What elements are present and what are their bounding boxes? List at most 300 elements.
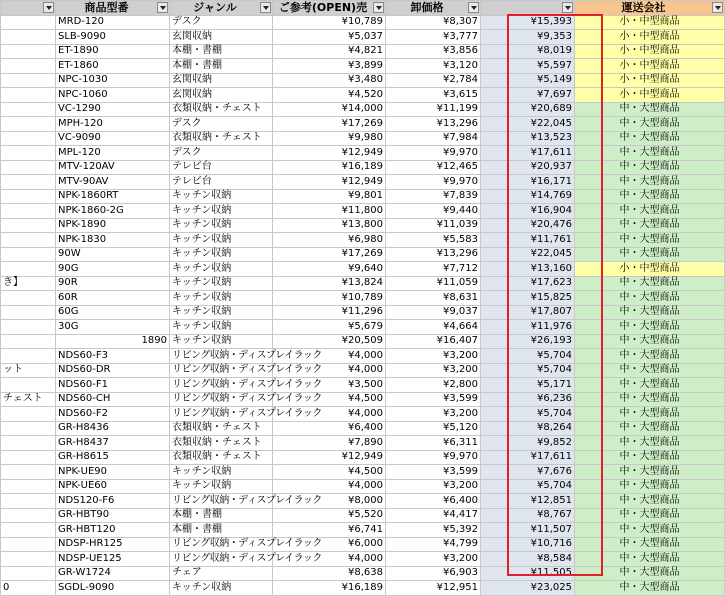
cell-shipping[interactable]: 中・大型商品 [575,146,725,161]
cell-model[interactable]: 90W [56,247,170,262]
cell-a[interactable] [1,262,56,277]
cell-shipping[interactable]: 小・中型商品 [575,44,725,59]
cell-reference-price[interactable]: ¥12,949 [273,450,386,465]
cell-a[interactable] [1,218,56,233]
table-row [1,537,725,552]
cell-genre[interactable]: 衣類収納・チェスト [170,436,273,451]
cell-wholesale-price[interactable]: ¥3,200 [386,552,481,567]
cell-genre[interactable]: デスク [170,117,273,132]
cell-reference-price[interactable]: ¥9,801 [273,189,386,204]
cell-shipping[interactable]: 中・大型商品 [575,465,725,480]
filter-dropdown-wholesale-price-icon[interactable] [468,2,479,13]
cell-a[interactable] [1,537,56,552]
filter-dropdown-genre-icon[interactable] [260,2,271,13]
cell-shipping[interactable]: 中・大型商品 [575,247,725,262]
cell-f-price[interactable]: ¥11,505 [481,566,575,581]
table-row [1,146,725,161]
cell-a[interactable] [1,73,56,88]
cell-shipping[interactable]: 中・大型商品 [575,276,725,291]
cell-a[interactable] [1,378,56,393]
filter-dropdown-f-icon[interactable] [562,2,573,13]
cell-wholesale-price[interactable]: ¥3,599 [386,392,481,407]
cell-model[interactable]: NDSP-HR125 [56,537,170,552]
cell-shipping[interactable]: 中・大型商品 [575,102,725,117]
cell-wholesale-price[interactable]: ¥4,417 [386,508,481,523]
cell-reference-price[interactable]: ¥4,000 [273,363,386,378]
cell-reference-price[interactable]: ¥4,000 [273,552,386,567]
cell-reference-price[interactable]: ¥4,500 [273,392,386,407]
cell-f-price[interactable]: ¥8,019 [481,44,575,59]
cell-reference-price[interactable]: ¥17,269 [273,117,386,132]
cell-model[interactable]: MPH-120 [56,117,170,132]
cell-wholesale-price[interactable]: ¥11,039 [386,218,481,233]
cell-a[interactable] [1,508,56,523]
cell-wholesale-price[interactable]: ¥3,777 [386,30,481,45]
cell-model[interactable]: NPK-1890 [56,218,170,233]
cell-f-price[interactable]: ¥9,852 [481,436,575,451]
cell-model[interactable]: 60G [56,305,170,320]
cell-wholesale-price[interactable]: ¥7,984 [386,131,481,146]
cell-a[interactable] [1,233,56,248]
cell-model[interactable]: MTV-90AV [56,175,170,190]
cell-wholesale-price[interactable]: ¥3,200 [386,479,481,494]
cell-reference-price[interactable]: ¥6,741 [273,523,386,538]
cell-reference-price[interactable]: ¥10,789 [273,15,386,30]
cell-a[interactable] [1,494,56,509]
cell-shipping[interactable]: 中・大型商品 [575,334,725,349]
table-row [1,44,725,59]
cell-model[interactable]: MPL-120 [56,146,170,161]
cell-shipping[interactable]: 中・大型商品 [575,218,725,233]
cell-genre[interactable]: デスク [170,15,273,30]
cell-wholesale-price[interactable]: ¥3,615 [386,88,481,103]
cell-model[interactable]: NDS60-DR [56,363,170,378]
cell-genre[interactable]: テレビ台 [170,160,273,175]
cell-f-price[interactable]: ¥17,623 [481,276,575,291]
cell-wholesale-price[interactable]: ¥11,059 [386,276,481,291]
cell-f-price[interactable]: ¥11,761 [481,233,575,248]
cell-wholesale-price[interactable]: ¥12,951 [386,581,481,596]
cell-wholesale-price[interactable]: ¥6,400 [386,494,481,509]
cell-f-price[interactable]: ¥17,611 [481,450,575,465]
filter-dropdown-shipping-icon[interactable] [712,2,723,13]
cell-shipping[interactable]: 中・大型商品 [575,320,725,335]
cell-model[interactable]: 1890 [56,334,170,349]
cell-wholesale-price[interactable]: ¥13,296 [386,117,481,132]
cell-a[interactable] [1,291,56,306]
cell-f-price[interactable]: ¥12,851 [481,494,575,509]
cell-a[interactable]: き】 [1,276,56,291]
cell-shipping[interactable]: 小・中型商品 [575,30,725,45]
cell-a[interactable]: 0 [1,581,56,596]
cell-model[interactable]: VC-9090 [56,131,170,146]
cell-a[interactable] [1,160,56,175]
cell-shipping[interactable]: 小・中型商品 [575,59,725,74]
cell-model[interactable]: GR-HBT120 [56,523,170,538]
cell-a[interactable] [1,349,56,364]
cell-genre[interactable]: キッチン収納 [170,581,273,596]
cell-shipping[interactable]: 中・大型商品 [575,378,725,393]
cell-f-price[interactable]: ¥22,045 [481,117,575,132]
cell-reference-price[interactable]: ¥4,000 [273,349,386,364]
cell-model[interactable]: NPK-UE60 [56,479,170,494]
cell-a[interactable] [1,131,56,146]
cell-shipping[interactable]: 中・大型商品 [575,552,725,567]
cell-reference-price[interactable]: ¥4,520 [273,88,386,103]
cell-wholesale-price[interactable]: ¥12,465 [386,160,481,175]
cell-genre[interactable]: キッチン収納 [170,465,273,480]
cell-genre[interactable]: キッチン収納 [170,218,273,233]
cell-shipping[interactable]: 中・大型商品 [575,581,725,596]
cell-model[interactable]: NDS60-CH [56,392,170,407]
cell-f-price[interactable]: ¥10,716 [481,537,575,552]
cell-model[interactable]: NPK-1830 [56,233,170,248]
cell-reference-price[interactable]: ¥4,000 [273,479,386,494]
cell-model[interactable]: 90G [56,262,170,277]
cell-a[interactable] [1,247,56,262]
cell-shipping[interactable]: 中・大型商品 [575,305,725,320]
cell-wholesale-price[interactable]: ¥3,599 [386,465,481,480]
cell-genre[interactable]: キッチン収納 [170,189,273,204]
cell-reference-price[interactable]: ¥7,890 [273,436,386,451]
cell-a[interactable] [1,421,56,436]
cell-f-price[interactable]: ¥7,697 [481,88,575,103]
cell-a[interactable] [1,479,56,494]
cell-wholesale-price[interactable]: ¥16,407 [386,334,481,349]
table-row [1,305,725,320]
cell-wholesale-price[interactable]: ¥3,200 [386,407,481,422]
cell-f-price[interactable]: ¥26,193 [481,334,575,349]
cell-a[interactable] [1,59,56,74]
cell-f-price[interactable]: ¥5,704 [481,407,575,422]
cell-a[interactable] [1,465,56,480]
cell-wholesale-price[interactable]: ¥3,856 [386,44,481,59]
cell-wholesale-price[interactable]: ¥11,199 [386,102,481,117]
cell-a[interactable] [1,117,56,132]
cell-model[interactable]: NPC-1060 [56,88,170,103]
cell-genre[interactable]: 玄関収納 [170,73,273,88]
cell-shipping[interactable]: 中・大型商品 [575,421,725,436]
cell-reference-price[interactable]: ¥16,189 [273,160,386,175]
cell-reference-price[interactable]: ¥5,520 [273,508,386,523]
cell-reference-price[interactable]: ¥9,640 [273,262,386,277]
cell-f-price[interactable]: ¥14,769 [481,189,575,204]
cell-shipping[interactable]: 中・大型商品 [575,291,725,306]
cell-a[interactable] [1,146,56,161]
cell-f-price[interactable]: ¥5,597 [481,59,575,74]
cell-reference-price[interactable]: ¥16,189 [273,581,386,596]
cell-reference-price[interactable]: ¥20,509 [273,334,386,349]
cell-reference-price[interactable]: ¥5,037 [273,30,386,45]
cell-f-price[interactable]: ¥13,160 [481,262,575,277]
cell-genre[interactable]: リビング収納・ディスプレイラック [170,494,273,509]
cell-genre[interactable]: テレビ台 [170,175,273,190]
cell-wholesale-price[interactable]: ¥6,903 [386,566,481,581]
cell-shipping[interactable]: 中・大型商品 [575,363,725,378]
header-cell-a [1,1,56,16]
cell-genre[interactable]: 衣類収納・チェスト [170,450,273,465]
cell-model[interactable]: NDS60-F2 [56,407,170,422]
cell-model[interactable]: GR-HBT90 [56,508,170,523]
cell-a[interactable] [1,15,56,30]
cell-genre[interactable]: キッチン収納 [170,247,273,262]
cell-shipping[interactable]: 中・大型商品 [575,117,725,132]
cell-model[interactable]: ET-1890 [56,44,170,59]
cell-model[interactable]: SLB-9090 [56,30,170,45]
cell-shipping[interactable]: 中・大型商品 [575,407,725,422]
cell-shipping[interactable]: 小・中型商品 [575,15,725,30]
cell-reference-price[interactable]: ¥17,269 [273,247,386,262]
cell-genre[interactable]: キッチン収納 [170,291,273,306]
cell-f-price[interactable]: ¥15,393 [481,15,575,30]
cell-reference-price[interactable]: ¥12,949 [273,146,386,161]
table-row [1,407,725,422]
cell-shipping[interactable]: 中・大型商品 [575,233,725,248]
cell-model[interactable]: GR-H8615 [56,450,170,465]
table-row [1,276,725,291]
cell-genre[interactable]: リビング収納・ディスプレイラック [170,392,273,407]
cell-wholesale-price[interactable]: ¥7,712 [386,262,481,277]
cell-shipping[interactable]: 中・大型商品 [575,349,725,364]
cell-wholesale-price[interactable]: ¥3,120 [386,59,481,74]
cell-f-price[interactable]: ¥22,045 [481,247,575,262]
cell-a[interactable] [1,305,56,320]
cell-genre[interactable]: 衣類収納・チェスト [170,421,273,436]
cell-reference-price[interactable]: ¥8,638 [273,566,386,581]
cell-f-price[interactable]: ¥16,904 [481,204,575,219]
cell-f-price[interactable]: ¥11,976 [481,320,575,335]
cell-f-price[interactable]: ¥16,171 [481,175,575,190]
cell-f-price[interactable]: ¥5,171 [481,378,575,393]
cell-wholesale-price[interactable]: ¥8,307 [386,15,481,30]
cell-reference-price[interactable]: ¥10,789 [273,291,386,306]
cell-shipping[interactable]: 中・大型商品 [575,566,725,581]
cell-model[interactable]: GR-H8437 [56,436,170,451]
cell-shipping[interactable]: 中・大型商品 [575,175,725,190]
cell-f-price[interactable]: ¥8,584 [481,552,575,567]
cell-a[interactable] [1,320,56,335]
cell-wholesale-price[interactable]: ¥9,970 [386,450,481,465]
cell-model[interactable]: VC-1290 [56,102,170,117]
cell-reference-price[interactable]: ¥11,800 [273,204,386,219]
cell-f-price[interactable]: ¥11,507 [481,523,575,538]
cell-f-price[interactable]: ¥8,264 [481,421,575,436]
header-cell-wholesale-price: 卸価格 [386,1,481,16]
cell-a[interactable] [1,450,56,465]
cell-shipping[interactable]: 小・中型商品 [575,73,725,88]
cell-wholesale-price[interactable]: ¥5,392 [386,523,481,538]
cell-shipping[interactable]: 中・大型商品 [575,392,725,407]
cell-reference-price[interactable]: ¥3,500 [273,378,386,393]
cell-genre[interactable]: リビング収納・ディスプレイラック [170,349,273,364]
cell-wholesale-price[interactable]: ¥4,664 [386,320,481,335]
cell-reference-price[interactable]: ¥5,679 [273,320,386,335]
cell-shipping[interactable]: 小・中型商品 [575,262,725,277]
cell-reference-price[interactable]: ¥4,821 [273,44,386,59]
table-row [1,204,725,219]
cell-a[interactable]: ット [1,363,56,378]
cell-wholesale-price[interactable]: ¥6,311 [386,436,481,451]
cell-genre[interactable]: キッチン収納 [170,276,273,291]
cell-f-price[interactable]: ¥23,025 [481,581,575,596]
cell-f-price[interactable]: ¥6,236 [481,392,575,407]
cell-genre[interactable]: 衣類収納・チェスト [170,102,273,117]
cell-genre[interactable]: リビング収納・ディスプレイラック [170,552,273,567]
cell-genre[interactable]: キッチン収納 [170,233,273,248]
cell-shipping[interactable]: 中・大型商品 [575,508,725,523]
cell-reference-price[interactable]: ¥9,980 [273,131,386,146]
cell-f-price[interactable]: ¥5,149 [481,73,575,88]
cell-genre[interactable]: キッチン収納 [170,204,273,219]
cell-genre[interactable]: デスク [170,146,273,161]
cell-genre[interactable]: キッチン収納 [170,334,273,349]
cell-shipping[interactable]: 中・大型商品 [575,160,725,175]
cell-model[interactable]: 60R [56,291,170,306]
cell-shipping[interactable]: 中・大型商品 [575,537,725,552]
cell-a[interactable] [1,436,56,451]
cell-genre[interactable]: リビング収納・ディスプレイラック [170,407,273,422]
cell-wholesale-price[interactable]: ¥9,970 [386,146,481,161]
cell-wholesale-price[interactable]: ¥2,800 [386,378,481,393]
cell-reference-price[interactable]: ¥4,000 [273,407,386,422]
cell-model[interactable]: NDS120-F6 [56,494,170,509]
cell-wholesale-price[interactable]: ¥5,583 [386,233,481,248]
cell-f-price[interactable]: ¥13,523 [481,131,575,146]
cell-model[interactable]: GR-H8436 [56,421,170,436]
cell-reference-price[interactable]: ¥6,400 [273,421,386,436]
cell-reference-price[interactable]: ¥14,000 [273,102,386,117]
cell-f-price[interactable]: ¥17,807 [481,305,575,320]
cell-wholesale-price[interactable]: ¥9,970 [386,175,481,190]
cell-f-price[interactable]: ¥5,704 [481,363,575,378]
cell-a[interactable] [1,204,56,219]
cell-genre[interactable]: 本棚・書棚 [170,59,273,74]
cell-shipping[interactable]: 中・大型商品 [575,450,725,465]
cell-reference-price[interactable]: ¥8,000 [273,494,386,509]
cell-reference-price[interactable]: ¥13,824 [273,276,386,291]
cell-model[interactable]: SGDL-9090 [56,581,170,596]
cell-wholesale-price[interactable]: ¥9,440 [386,204,481,219]
cell-f-price[interactable]: ¥7,676 [481,465,575,480]
cell-model[interactable]: NPK-1860RT [56,189,170,204]
cell-model[interactable]: NPK-UE90 [56,465,170,480]
cell-wholesale-price[interactable]: ¥4,799 [386,537,481,552]
cell-model[interactable]: GR-W1724 [56,566,170,581]
cell-genre[interactable]: リビング収納・ディスプレイラック [170,378,273,393]
table-row [1,160,725,175]
cell-genre[interactable]: 玄関収納 [170,88,273,103]
cell-reference-price[interactable]: ¥4,500 [273,465,386,480]
cell-a[interactable] [1,566,56,581]
cell-genre[interactable]: キッチン収納 [170,320,273,335]
cell-a[interactable]: チェスト [1,392,56,407]
cell-model[interactable]: NPC-1030 [56,73,170,88]
cell-genre[interactable]: リビング収納・ディスプレイラック [170,363,273,378]
cell-reference-price[interactable]: ¥3,899 [273,59,386,74]
cell-wholesale-price[interactable]: ¥7,839 [386,189,481,204]
cell-a[interactable] [1,523,56,538]
cell-reference-price[interactable]: ¥13,800 [273,218,386,233]
cell-reference-price[interactable]: ¥6,980 [273,233,386,248]
cell-wholesale-price[interactable]: ¥8,631 [386,291,481,306]
cell-genre[interactable]: 本棚・書棚 [170,523,273,538]
cell-a[interactable] [1,407,56,422]
cell-reference-price[interactable]: ¥11,296 [273,305,386,320]
cell-f-price[interactable]: ¥17,611 [481,146,575,161]
table-row [1,552,725,567]
cell-shipping[interactable]: 中・大型商品 [575,189,725,204]
cell-f-price[interactable]: ¥20,689 [481,102,575,117]
cell-model[interactable]: NDS60-F1 [56,378,170,393]
cell-f-price[interactable]: ¥5,704 [481,349,575,364]
cell-f-price[interactable]: ¥8,767 [481,508,575,523]
cell-a[interactable] [1,189,56,204]
cell-genre[interactable]: キッチン収納 [170,262,273,277]
cell-model[interactable]: 90R [56,276,170,291]
cell-a[interactable] [1,334,56,349]
cell-reference-price[interactable]: ¥3,480 [273,73,386,88]
cell-a[interactable] [1,102,56,117]
cell-shipping[interactable]: 小・中型商品 [575,88,725,103]
cell-reference-price[interactable]: ¥6,000 [273,537,386,552]
cell-a[interactable] [1,552,56,567]
cell-model[interactable]: ET-1860 [56,59,170,74]
cell-shipping[interactable]: 中・大型商品 [575,479,725,494]
cell-reference-price[interactable]: ¥12,949 [273,175,386,190]
filter-dropdown-model-icon[interactable] [157,2,168,13]
cell-model[interactable]: NDSP-UE125 [56,552,170,567]
cell-wholesale-price[interactable]: ¥2,784 [386,73,481,88]
cell-wholesale-price[interactable]: ¥5,120 [386,421,481,436]
cell-a[interactable] [1,30,56,45]
cell-a[interactable] [1,175,56,190]
cell-f-price[interactable]: ¥9,353 [481,30,575,45]
cell-genre[interactable]: リビング収納・ディスプレイラック [170,537,273,552]
cell-model[interactable]: 30G [56,320,170,335]
cell-genre[interactable]: 本棚・書棚 [170,508,273,523]
filter-dropdown-reference-price-icon[interactable] [373,2,384,13]
cell-wholesale-price[interactable]: ¥13,296 [386,247,481,262]
cell-shipping[interactable]: 中・大型商品 [575,131,725,146]
cell-genre[interactable]: キッチン収納 [170,479,273,494]
cell-a[interactable] [1,88,56,103]
cell-f-price[interactable]: ¥15,825 [481,291,575,306]
cell-shipping[interactable]: 中・大型商品 [575,436,725,451]
cell-genre[interactable]: チェア [170,566,273,581]
filter-dropdown-a-icon[interactable] [43,2,54,13]
cell-shipping[interactable]: 中・大型商品 [575,204,725,219]
cell-model[interactable]: MRD-120 [56,15,170,30]
cell-f-price[interactable]: ¥5,704 [481,479,575,494]
cell-genre[interactable]: 玄関収納 [170,30,273,45]
cell-shipping[interactable]: 中・大型商品 [575,494,725,509]
cell-genre[interactable]: 衣類収納・チェスト [170,131,273,146]
cell-a[interactable] [1,44,56,59]
cell-wholesale-price[interactable]: ¥3,200 [386,349,481,364]
cell-model[interactable]: MTV-120AV [56,160,170,175]
table-row [1,494,725,509]
cell-model[interactable]: NDS60-F3 [56,349,170,364]
cell-f-price[interactable]: ¥20,476 [481,218,575,233]
cell-shipping[interactable]: 中・大型商品 [575,523,725,538]
cell-f-price[interactable]: ¥20,937 [481,160,575,175]
table-row [1,392,725,407]
cell-genre[interactable]: キッチン収納 [170,305,273,320]
cell-genre[interactable]: 本棚・書棚 [170,44,273,59]
cell-model[interactable]: NPK-1860-2G [56,204,170,219]
cell-wholesale-price[interactable]: ¥3,200 [386,363,481,378]
cell-wholesale-price[interactable]: ¥9,037 [386,305,481,320]
